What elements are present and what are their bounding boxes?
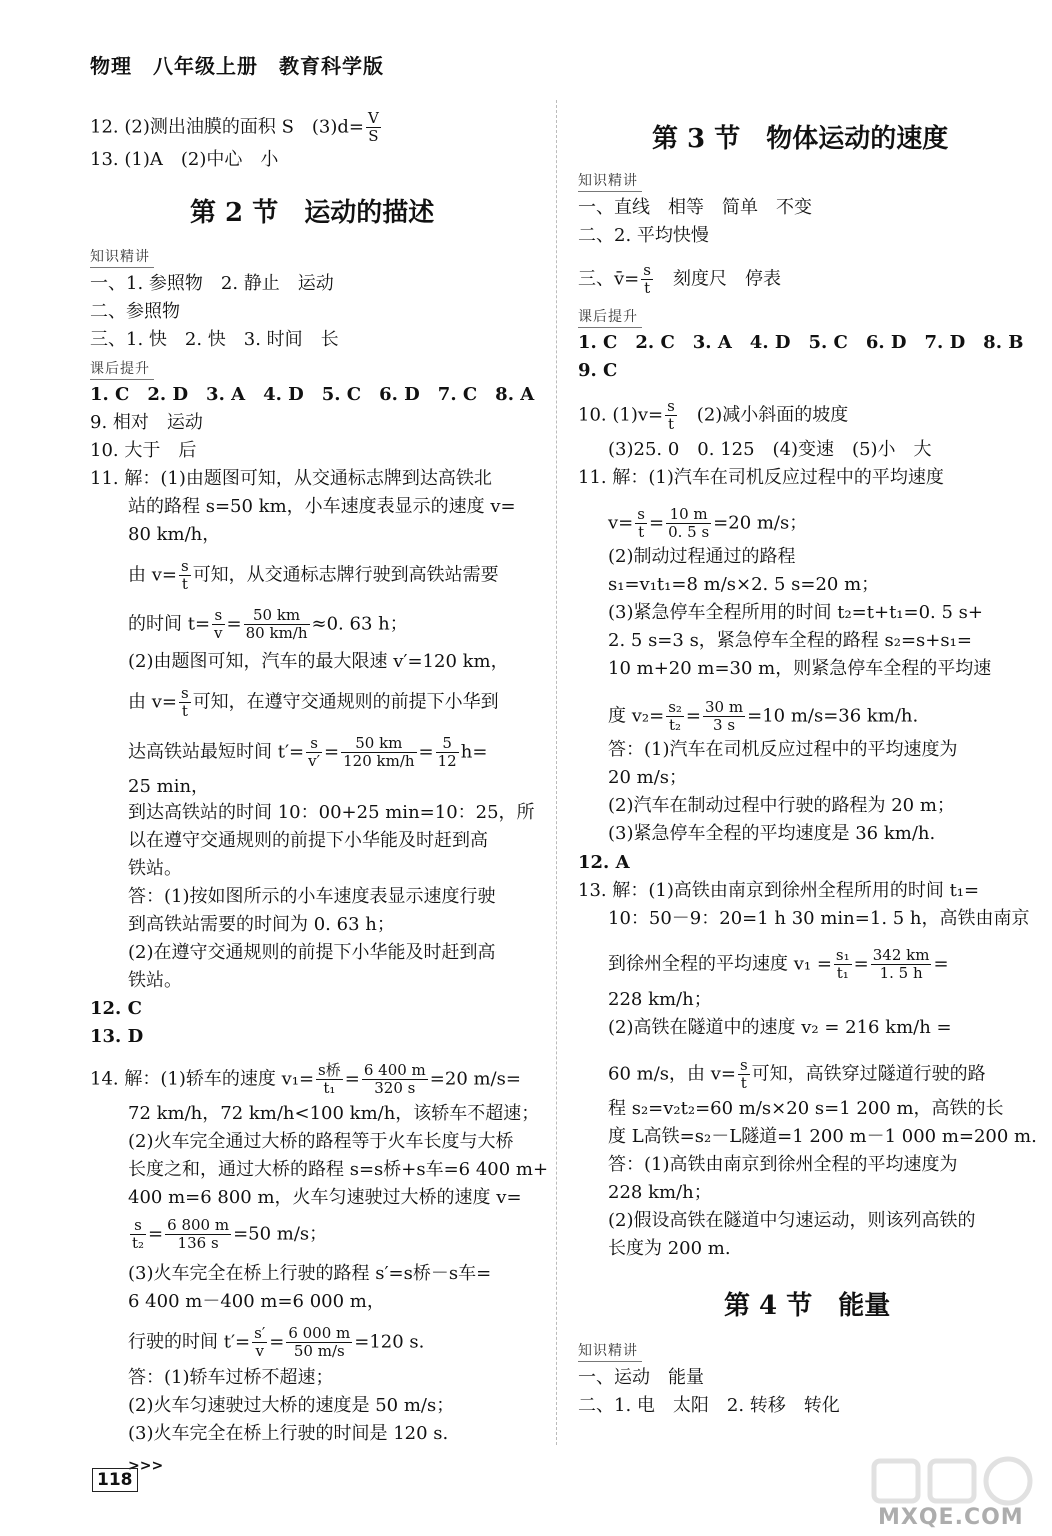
answer-line: (3)紧急停车全程的平均速度是 36 km/h. — [608, 823, 936, 844]
section-tag: 课后提升 — [578, 306, 642, 328]
answer-line: 6 400 m－400 m=6 000 m， — [128, 1291, 385, 1312]
answer-12: 12. C — [90, 998, 142, 1019]
answer-line: (3)火车完全在桥上行驶的时间是 120 s. — [128, 1423, 449, 1444]
answer-line: 228 km/h； — [608, 989, 712, 1010]
answer-12: 12. (2)测出油膜的面积 S (3)d= $\frac{V}{S}$ — [90, 109, 379, 145]
answer-9: 9. 相对 运动 — [90, 412, 203, 433]
answer-line: 到徐州全程的平均速度 v₁ = $\frac{\text{s₁}}{\text{t₁}}$ = $\frac{342 km}{1. 5 h}$ = — [608, 946, 949, 982]
section-tag: 知识精讲 — [90, 246, 154, 268]
answer-line: 10：50－9：20=1 h 30 min=1. 5 h，高铁由南京 — [608, 908, 1030, 929]
answer-line: 由 v= $\frac{s}{t}$ 可知，在遵守交通规则的前提下小华到 — [128, 684, 499, 720]
answer-line: (2)火车完全通过大桥的路程等于火车长度与大桥 — [128, 1131, 514, 1152]
section-tag: 知识精讲 — [578, 1340, 642, 1362]
answer-line: s₁=v₁t₁=8 m/s×2. 5 s=20 m； — [608, 574, 880, 595]
answer-line: 的时间 t= $\frac{s}{v}$ = $\frac{50 km}{80 km/h}$ ≈0. 63 h； — [128, 606, 408, 642]
answer-line: 答：(1)轿车过桥不超速； — [128, 1367, 334, 1388]
choice-answers: 1. C 2. D 3. A 4. D 5. C 6. D 7. C 8. A — [90, 384, 535, 405]
knowledge-line: 三、v̄= $\frac{s}{t}$ 刻度尺 停表 — [578, 261, 781, 297]
answer-line: 20 m/s； — [608, 767, 687, 788]
answer-line: 25 min， — [128, 776, 210, 797]
answer-13: 13. (1)A (2)中心 小 — [90, 149, 279, 170]
fraction: $\frac{V}{S}$ — [368, 109, 379, 145]
answer-line: (3)火车完全在桥上行驶的路程 s′=s桥－s车= — [128, 1263, 492, 1284]
answer-line: 10 m+20 m=30 m，则紧急停车全程的平均速 — [608, 658, 992, 679]
answer-line: 13. 解：(1)高铁由南京到徐州全程所用的时间 t₁= — [578, 880, 980, 901]
answer-line: 度 v₂= $\frac{\text{s₂}}{\text{t₂}}$ = $\frac{30 m}{3 s}$ =10 m/s=36 km/h. — [608, 698, 919, 734]
answer-line: $\frac{s}{\text{t₂}}$ = $\frac{6 800 m}{136 s}$ =50 m/s； — [132, 1216, 328, 1252]
answer-line: 11. 解：(1)汽车在司机反应过程中的平均速度 — [578, 467, 944, 488]
answer-line: (2)假设高铁在隧道中匀速运动，则该列高铁的 — [608, 1210, 976, 1231]
answer-10: 10. (1)v= $\frac{s}{t}$ (2)减小斜面的坡度 — [578, 397, 849, 433]
answer-line: 程 s₂=v₂t₂=60 m/s×20 s=1 200 m，高铁的长 — [608, 1098, 1004, 1119]
answer-line: 答：(1)高铁由南京到徐州全程的平均速度为 — [608, 1154, 958, 1175]
answer-line: 14. 解：(1)轿车的速度 v₁= s桥 t₁ = $\frac{6 400 m}{320 s}$ =20 m/s= — [90, 1061, 521, 1097]
answer-line: 长度为 200 m. — [608, 1238, 731, 1259]
watermark-text: MXQE.COM — [878, 1505, 1024, 1530]
answer-line: (2)汽车在制动过程中行驶的路程为 20 m； — [608, 795, 955, 816]
section-tag: 知识精讲 — [578, 170, 642, 192]
answer-line: 以在遵守交通规则的前提下小华能及时赶到高 — [128, 830, 488, 851]
answer-line: 11. 解：(1)由题图可知，从交通标志牌到达高铁北 — [90, 468, 492, 489]
knowledge-line: 二、1. 电 太阳 2. 转移 转化 — [578, 1395, 840, 1416]
answer-12: 12. A — [578, 852, 630, 873]
answer-line: 铁站。 — [128, 858, 182, 879]
answer-10: 10. 大于 后 — [90, 440, 197, 461]
answer-line: 答：(1)汽车在司机反应过程中的平均速度为 — [608, 739, 958, 760]
page-header: 物理 八年级上册 教育科学版 — [90, 54, 384, 78]
knowledge-line: 三、1. 快 2. 快 3. 时间 长 — [90, 329, 339, 350]
answer-line: (2)在遵守交通规则的前提下小华能及时赶到高 — [128, 942, 496, 963]
knowledge-line: 二、2. 平均快慢 — [578, 225, 709, 246]
answer-line: 72 km/h，72 km/h<100 km/h，该轿车不超速； — [128, 1103, 540, 1124]
answer-line: 60 m/s，由 v= $\frac{s}{t}$ 可知，高铁穿过隧道行驶的路 — [608, 1056, 986, 1092]
answer-line: 长度之和，通过大桥的路程 s=s桥+s车=6 400 m+ — [128, 1159, 549, 1180]
section-title: 第 4 节 能量 — [724, 1291, 891, 1321]
answer-line: (2)由题图可知，汽车的最大限速 v′=120 km， — [128, 651, 509, 672]
column-divider — [556, 100, 557, 1445]
page-arrows: >>> — [128, 1458, 164, 1474]
answer-line: 到达高铁站的时间 10：00+25 min=10：25，所 — [128, 802, 535, 823]
answer-line: 400 m=6 800 m，火车匀速驶过大桥的速度 v= — [128, 1187, 522, 1208]
answer-line: (3)紧急停车全程所用的时间 t₂=t+t₁=0. 5 s+ — [608, 602, 983, 623]
answer-line: 由 v= $\frac{s}{t}$ 可知，从交通标志牌行驶到高铁站需要 — [128, 557, 499, 593]
knowledge-line: 一、1. 参照物 2. 静止 运动 — [90, 273, 334, 294]
section-title: 第 2 节 运动的描述 — [190, 198, 435, 228]
answer-line: 站的路程 s=50 km，小车速度表显示的速度 v= — [128, 496, 516, 517]
answer-line: 2. 5 s=3 s，紧急停车全程的路程 s₂=s+s₁= — [608, 630, 972, 651]
section-tag: 课后提升 — [90, 358, 154, 380]
answer-line: 到高铁站需要的时间为 0. 63 h； — [128, 914, 395, 935]
answer-line: 达高铁站最短时间 t′= $\frac{s}{v'}$ = $\frac{50 km}{120 km/h}$ = $\frac{5}{12}$ h= — [128, 734, 488, 770]
answer-9: 9. C — [578, 360, 618, 381]
answer-line: 行驶的时间 t′= $\frac{s'}{v}$ = $\frac{6 000 m}{50 m/s}$ =120 s. — [128, 1324, 425, 1360]
answer-line: (2)制动过程通过的路程 — [608, 546, 796, 567]
knowledge-line: 一、直线 相等 简单 不变 — [578, 197, 812, 218]
knowledge-line: 一、运动 能量 — [578, 1367, 704, 1388]
answer-line: (2)高铁在隧道中的速度 v₂ = 216 km/h = — [608, 1017, 952, 1038]
answer-line: (3)25. 0 0. 125 (4)变速 (5)小 大 — [608, 439, 932, 460]
answer-line: 铁站。 — [128, 970, 182, 991]
answer-line: 228 km/h； — [608, 1182, 712, 1203]
answer-line: 度 L高铁=s₂－L隧道=1 200 m－1 000 m=200 m. — [608, 1126, 1037, 1147]
page-number: 118 — [92, 1468, 138, 1492]
answer-line: v= $\frac{s}{t}$ = $\frac{10 m}{0. 5 s}$ =20 m/s； — [608, 505, 808, 541]
answer-line: 答：(1)按如图所示的小车速度表显示速度行驶 — [128, 886, 496, 907]
answer-line: 80 km/h， — [128, 524, 221, 545]
answer-line: (2)火车匀速驶过大桥的速度是 50 m/s； — [128, 1395, 455, 1416]
knowledge-line: 二、参照物 — [90, 301, 180, 322]
choice-answers: 1. C 2. C 3. A 4. D 5. C 6. D 7. D 8. B — [578, 332, 1024, 353]
answer-13: 13. D — [90, 1026, 144, 1047]
section-title: 第 3 节 物体运动的速度 — [652, 124, 949, 154]
